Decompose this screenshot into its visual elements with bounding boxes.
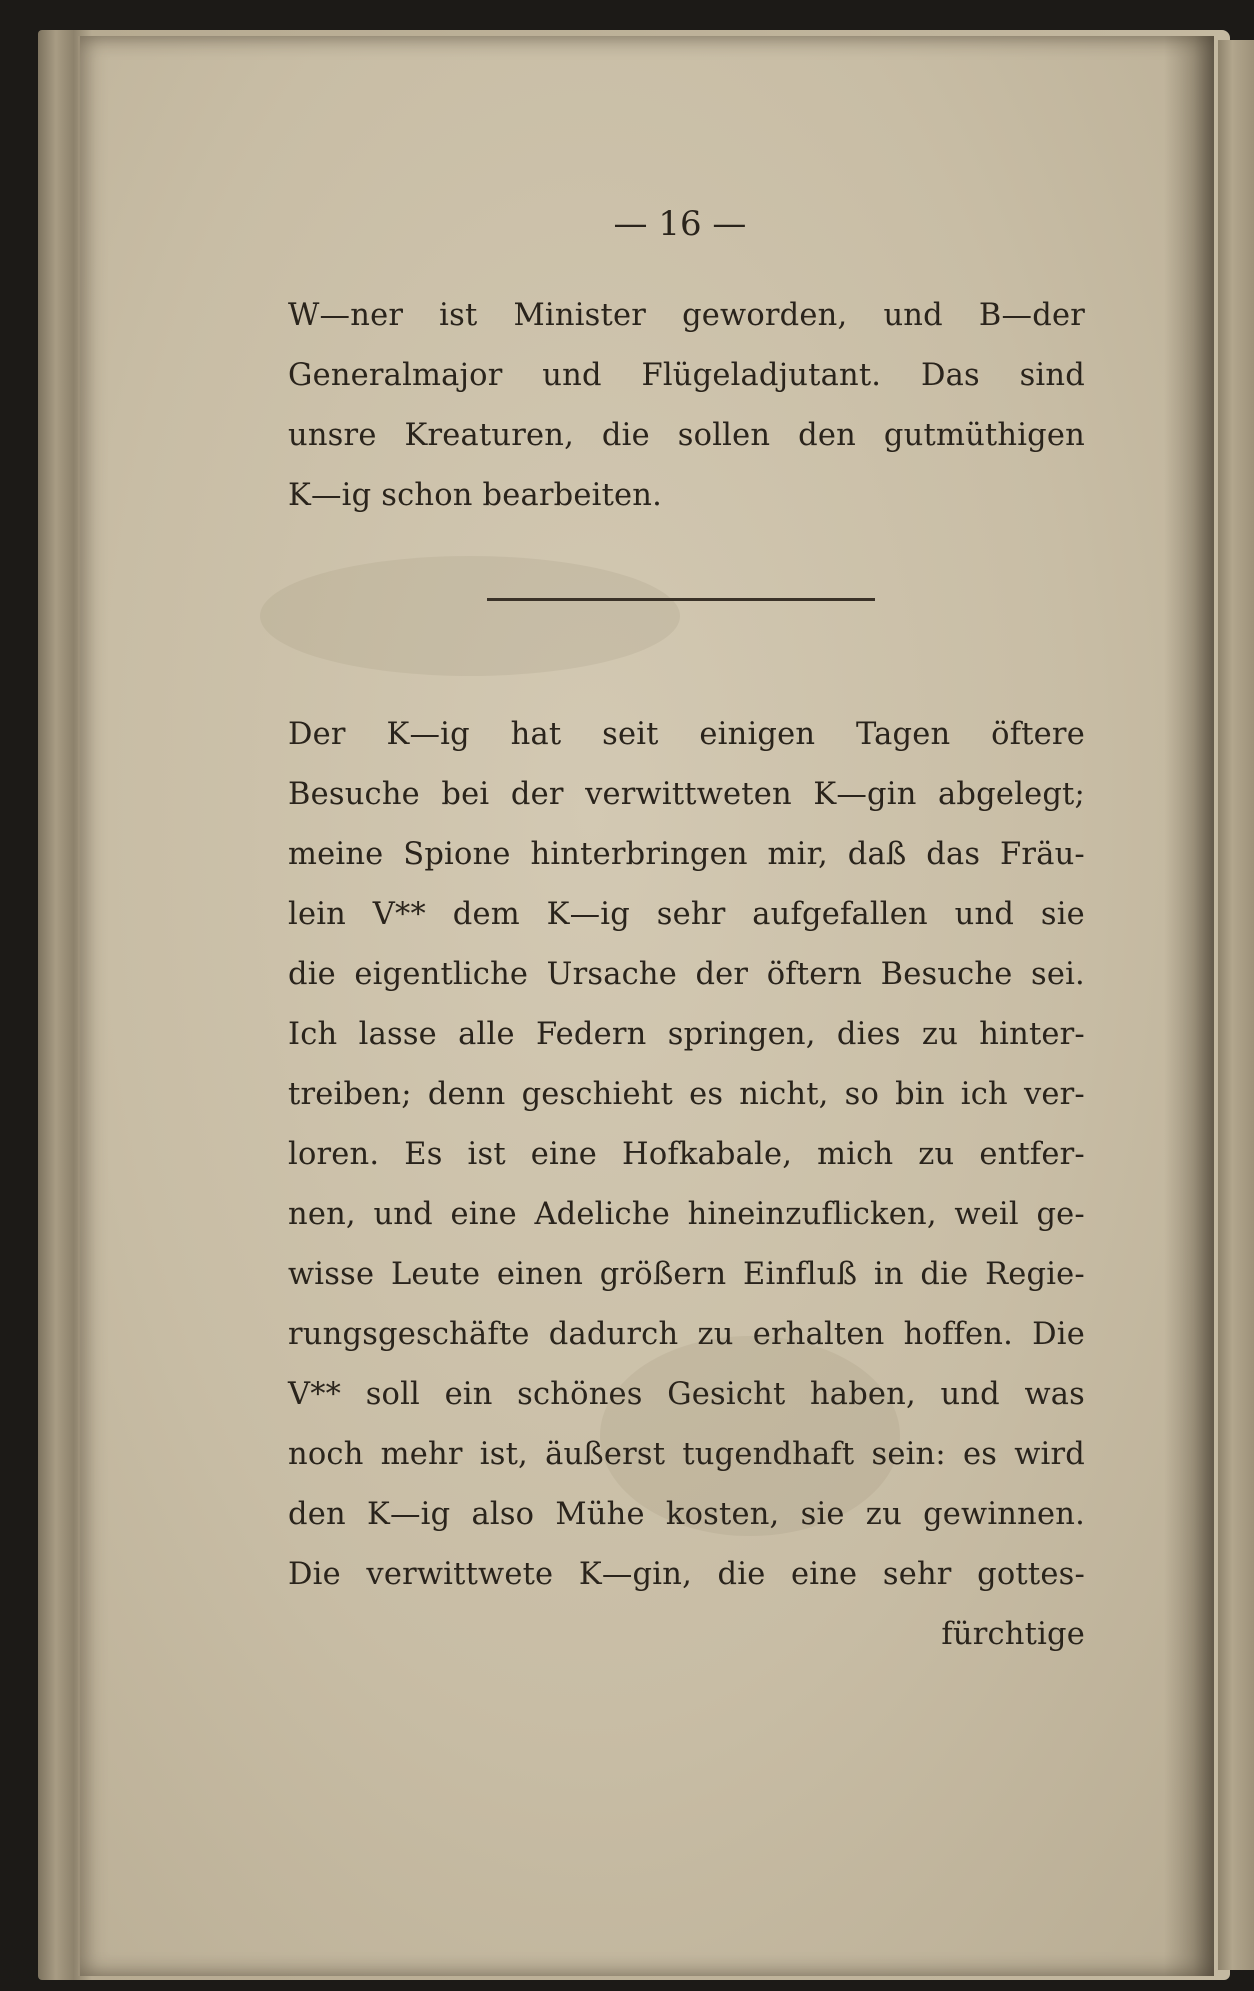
word: hat [510,717,562,752]
word: wisse [288,1257,375,1292]
word: bei [441,777,490,812]
word: K—ig [546,897,630,932]
word: und [542,358,602,393]
word: ge- [1036,1197,1085,1232]
text-line [288,1064,1085,1126]
word: und [373,1197,433,1232]
word: meine [288,837,384,872]
word: kosten, [665,1497,780,1532]
word: ich [960,1077,1008,1112]
word: eine [450,1197,517,1232]
word: Federn [535,1017,647,1052]
word: die [288,957,336,992]
text-line [288,1004,1085,1066]
word: Generalmajor [288,358,503,393]
catchword-line [288,1604,1085,1666]
word: es [689,1077,724,1112]
word: ist [467,1137,506,1172]
word: ver- [1023,1077,1085,1112]
word: Tagen [856,717,951,752]
word: Hofkabale, [622,1137,793,1172]
word: sollen [677,418,771,453]
word: was [1024,1377,1085,1412]
word: K—ig [366,1497,451,1532]
word: dadurch [548,1317,679,1352]
word: Die [288,1557,341,1592]
word: K—ig [386,717,470,752]
text-line [288,405,1085,467]
word: ein [444,1377,493,1412]
word: Mühe [555,1497,645,1532]
word: Regie- [985,1257,1085,1292]
text-line [288,824,1085,886]
word: und [940,1377,1000,1412]
word: hinter- [979,1017,1085,1052]
word: hoffen. [903,1317,1013,1352]
word: entfer- [979,1137,1085,1172]
word: daß [847,837,907,872]
word: zu [921,1017,959,1052]
word: Minister [513,298,647,333]
word: die [717,1557,766,1592]
catchword: fürchtige [941,1617,1085,1652]
word: in [873,1257,904,1292]
word: und [883,298,943,333]
word: schönes [517,1377,643,1412]
word: Der [288,717,346,752]
word: eine [791,1557,858,1592]
word: eine [530,1137,598,1172]
word: ist, [479,1437,528,1472]
word: einigen [699,717,816,752]
word: Leute [390,1257,481,1292]
word: und [954,897,1015,932]
word: verwittwete [366,1557,554,1592]
word: unsre [288,418,377,453]
word: Flügeladjutant. [641,358,882,393]
word: sei. [1031,957,1085,992]
word: sie [1040,897,1085,932]
word: tugendhaft [682,1437,855,1472]
word: geschieht [521,1077,674,1112]
word: Es [404,1137,443,1172]
word: sie [800,1497,845,1532]
word: Kreaturen, [404,418,574,453]
word: dies [836,1017,901,1052]
word: die [920,1257,969,1292]
word: öftere [991,717,1085,752]
word: der [510,777,564,812]
word: mehr [380,1437,463,1472]
word: soll [365,1377,421,1412]
word: wird [1014,1437,1085,1472]
word: die [601,418,650,453]
section-divider [487,598,875,601]
text-line [288,1124,1085,1186]
word: Besuche [880,957,1013,992]
word: dem [452,897,520,932]
word: mir, [767,837,828,872]
text-line [288,1304,1085,1366]
word: es [963,1437,998,1472]
word: sehr [882,1557,952,1592]
word: so [844,1077,880,1112]
word: Adeliche [534,1197,670,1232]
paper-stain [260,556,680,676]
text-line [288,764,1085,826]
word: B—der [978,298,1085,333]
word: gottes- [977,1557,1085,1592]
word: sehr [656,897,726,932]
word: treiben; [288,1077,412,1112]
word: loren. [288,1137,380,1172]
word: nen, [288,1197,356,1232]
word: äußerst [545,1437,666,1472]
word: den [798,418,856,453]
next-page-edge [1218,40,1254,1970]
word: W—ner [288,298,404,333]
word: größern [599,1257,727,1292]
text-line [288,1364,1085,1426]
word: geworden, [682,298,848,333]
text-line [288,1544,1085,1606]
text-line [288,1424,1085,1486]
text-line [288,884,1085,946]
word: hinterbringen [530,837,748,872]
word: alle [458,1017,515,1052]
word: zu [697,1317,734,1352]
word: öftern [766,957,863,992]
word: bin [895,1077,945,1112]
word: K—gin, [578,1557,692,1592]
word: sein: [871,1437,946,1472]
word: springen, [667,1017,816,1052]
word: Die [1032,1317,1085,1352]
word: lasse [358,1017,437,1052]
word: gutmüthigen [883,418,1085,453]
word: zu [918,1137,955,1172]
word: hineinzuflicken, [687,1197,937,1232]
text-line [288,704,1085,766]
word: einen [496,1257,584,1292]
word: Spione [403,837,511,872]
spine-shadow [1164,36,1214,1976]
word: ist [439,298,478,333]
word: aufgefallen [752,897,928,932]
word: V** [288,1377,342,1412]
word: der [695,957,749,992]
page-header: — 16 — [613,204,747,244]
word: K—gin [813,777,917,812]
word: also [471,1497,535,1532]
word: V** [372,897,426,932]
word: Besuche [288,777,420,812]
text-line [288,1184,1085,1246]
word: Gesicht [667,1377,786,1412]
word: abgelegt; [938,777,1085,812]
word: denn [427,1077,506,1112]
word: lein [288,897,347,932]
word: Ursache [546,957,677,992]
text-line [288,1244,1085,1306]
word: das [926,837,981,872]
word: erhalten [752,1317,885,1352]
word: eigentliche [354,957,529,992]
word: sind [1019,358,1085,393]
line-text: K—ig schon bearbeiten. [288,478,663,513]
text-line [288,1484,1085,1546]
word: seit [602,717,659,752]
text-line [288,944,1085,1006]
word: verwittweten [585,777,792,812]
word: mich [817,1137,894,1172]
word: haben, [809,1377,916,1412]
word: gewinnen. [923,1497,1085,1532]
word: den [288,1497,346,1532]
word: zu [865,1497,902,1532]
text-line [288,345,1085,407]
word: Das [920,358,980,393]
word: weil [954,1197,1019,1232]
text-line [288,285,1085,347]
word: Einfluß [743,1257,858,1292]
word: Fräu- [1000,837,1085,872]
word: nicht, [739,1077,829,1112]
word: rungsgeschäfte [288,1317,530,1352]
word: noch [288,1437,364,1472]
word: Ich [288,1017,338,1052]
text-line [288,465,1085,527]
